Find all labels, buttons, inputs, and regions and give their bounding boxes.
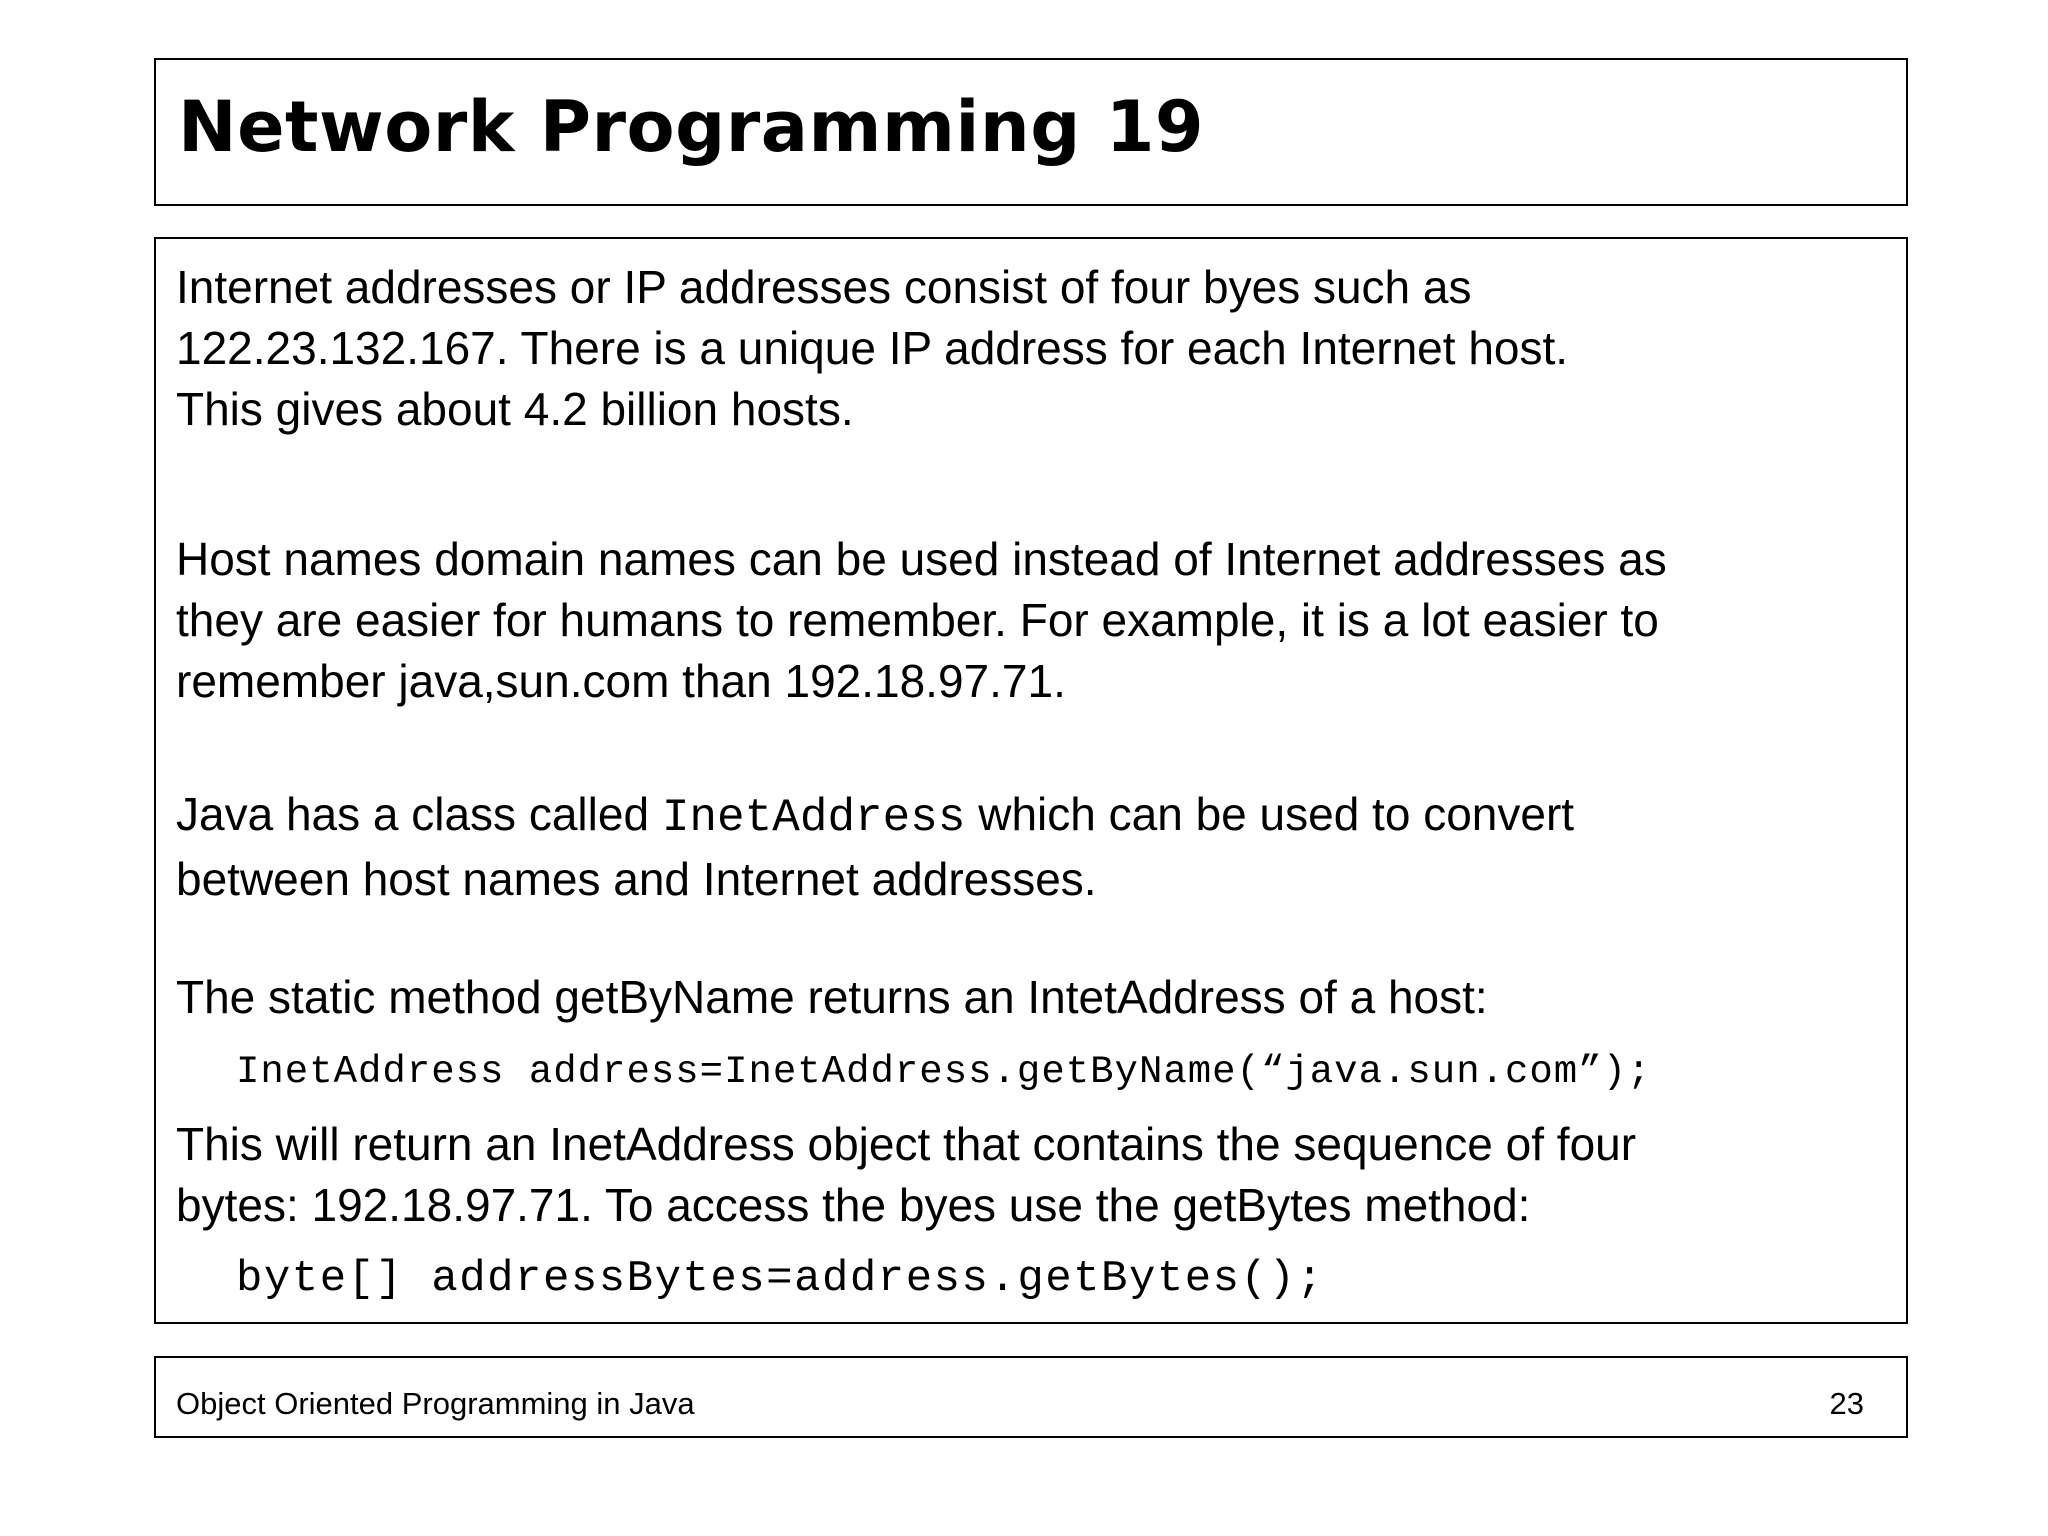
content-frame <box>154 237 1908 1324</box>
paragraph-ip-addresses <box>176 257 1568 440</box>
paragraph-getbyname <box>176 967 1488 1028</box>
code-line-getbytes: byte[] addressBytes=address.getBytes(); <box>236 1254 1325 1304</box>
title-frame <box>154 58 1908 206</box>
text-line: Host names domain names can be used instead of Internet addresses as <box>176 533 1667 585</box>
text-segment: Java has a class called <box>176 788 662 840</box>
text-line: bytes: 192.18.97.71. To access the byes use the getBytes method: <box>176 1179 1531 1231</box>
paragraph-getbytes <box>176 1114 1636 1236</box>
text-line: between host names and Internet addresses. <box>176 853 1097 905</box>
text-line: This will return an InetAddress object that contains the sequence of four <box>176 1118 1637 1170</box>
page-number: 23 <box>1829 1386 1864 1421</box>
text-line <box>176 784 1574 849</box>
paragraph-inetaddress-class <box>176 784 1574 910</box>
inline-code: InetAddress <box>661 792 966 844</box>
text-segment: which can be used to convert <box>965 788 1575 840</box>
text-line: they are easier for humans to remember. For example, it is a lot easier to <box>176 594 1659 646</box>
footer-course-title: Object Oriented Programming in Java <box>176 1386 695 1421</box>
code-line-getbyname: InetAddress address=InetAddress.getByName(“java.sun.com”); <box>236 1050 1652 1094</box>
text-line: This gives about 4.2 billion hosts. <box>176 383 854 435</box>
slide-title: Network Programming 19 <box>178 86 1205 168</box>
text-line: The static method getByName returns an IntetAddress of a host: <box>176 971 1488 1023</box>
footer-frame <box>154 1356 1908 1438</box>
text-line: 122.23.132.167. There is a unique IP address for each Internet host. <box>176 322 1569 374</box>
paragraph-host-names <box>176 529 1667 712</box>
text-line: remember java,sun.com than 192.18.97.71. <box>176 655 1066 707</box>
text-line: Internet addresses or IP addresses consist of four byes such as <box>176 261 1472 313</box>
